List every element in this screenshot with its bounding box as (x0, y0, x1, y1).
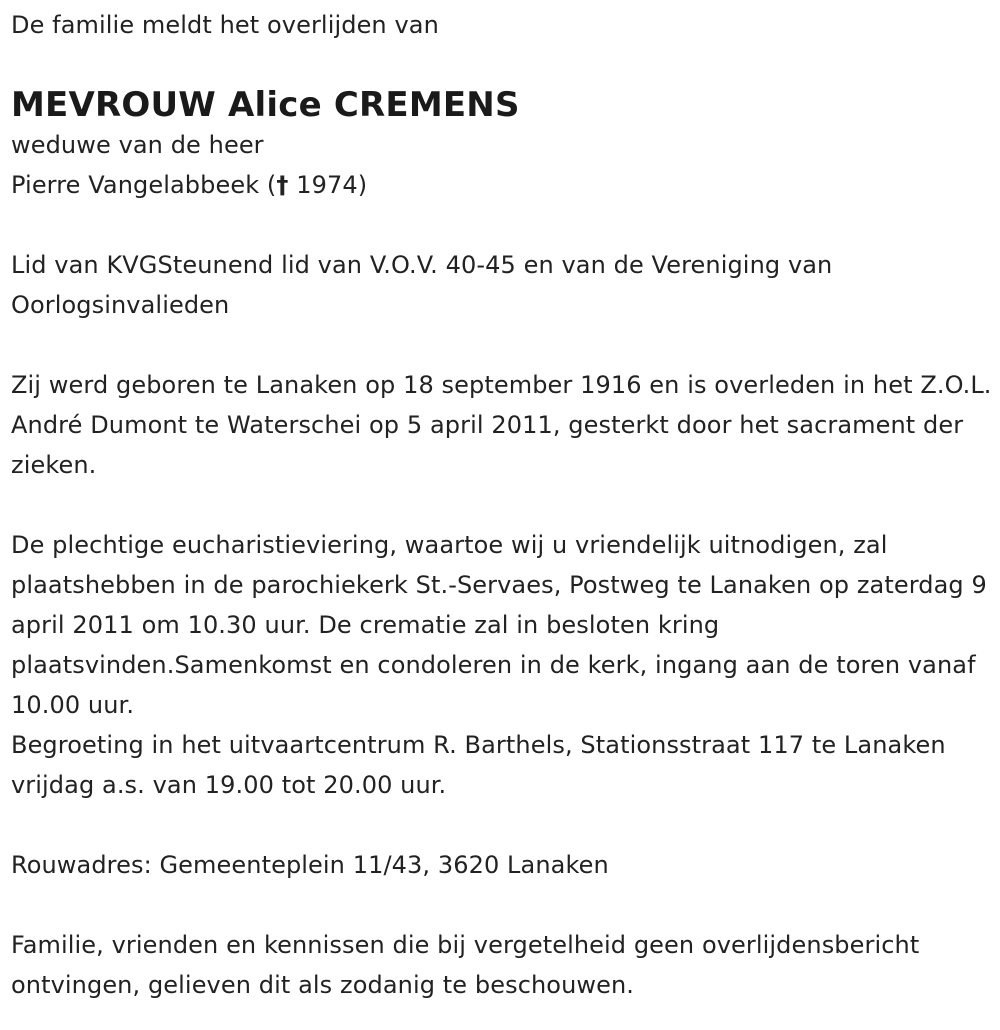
birth-death-paragraph: Zij werd geboren te Lanaken op 18 september 1916 en is overleden in het Z.O.L. André Dumont te Waterschei op 5 april 2011, gesterkt door het sacrament der zieken. (11, 371, 992, 479)
spouse-line (11, 165, 993, 205)
spouse-death-year: 1974) (288, 171, 368, 199)
cross-icon: † (276, 171, 289, 199)
intro-line: De familie meldt het overlijden van (11, 11, 439, 39)
ceremony-paragraph: De plechtige eucharistieviering, waartoe wij u vriendelijk uitnodigen, zal plaatshebben in de parochiekerk St.-Servaes, Postweg te Lanaken op zaterdag 9 april 2011 om 10.30 uur. De crematie zal in besloten kring plaatsvinden.Samenkomst en condoleren in de kerk, ingang aan de toren vanaf 10.00 uur. (11, 531, 987, 719)
membership-paragraph: Lid van KVGSteunend lid van V.O.V. 40-45 en van de Vereniging van Oorlogsinvalieden (11, 251, 833, 319)
spacer (11, 205, 993, 245)
deceased-name: MEVROUW Alice CREMENS (11, 85, 520, 125)
greeting-paragraph: Begroeting in het uitvaartcentrum R. Barthels, Stationsstraat 117 te Lanaken vrijdag a.s. van 19.00 tot 20.00 uur. (11, 731, 946, 799)
mourning-address: Rouwadres: Gemeenteplein 11/43, 3620 Lanaken (11, 851, 609, 879)
spacer (11, 485, 993, 525)
death-notice (11, 0, 993, 1005)
widow-line: weduwe van de heer (11, 131, 264, 159)
spacer (11, 325, 993, 365)
spacer (11, 805, 993, 845)
spouse-name: Pierre Vangelabbeek ( (11, 171, 277, 199)
spacer (11, 885, 993, 925)
closing-note: Familie, vrienden en kennissen die bij vergetelheid geen overlijdensbericht ontvingen, gelieven dit als zodanig te beschouwen. (11, 931, 920, 999)
